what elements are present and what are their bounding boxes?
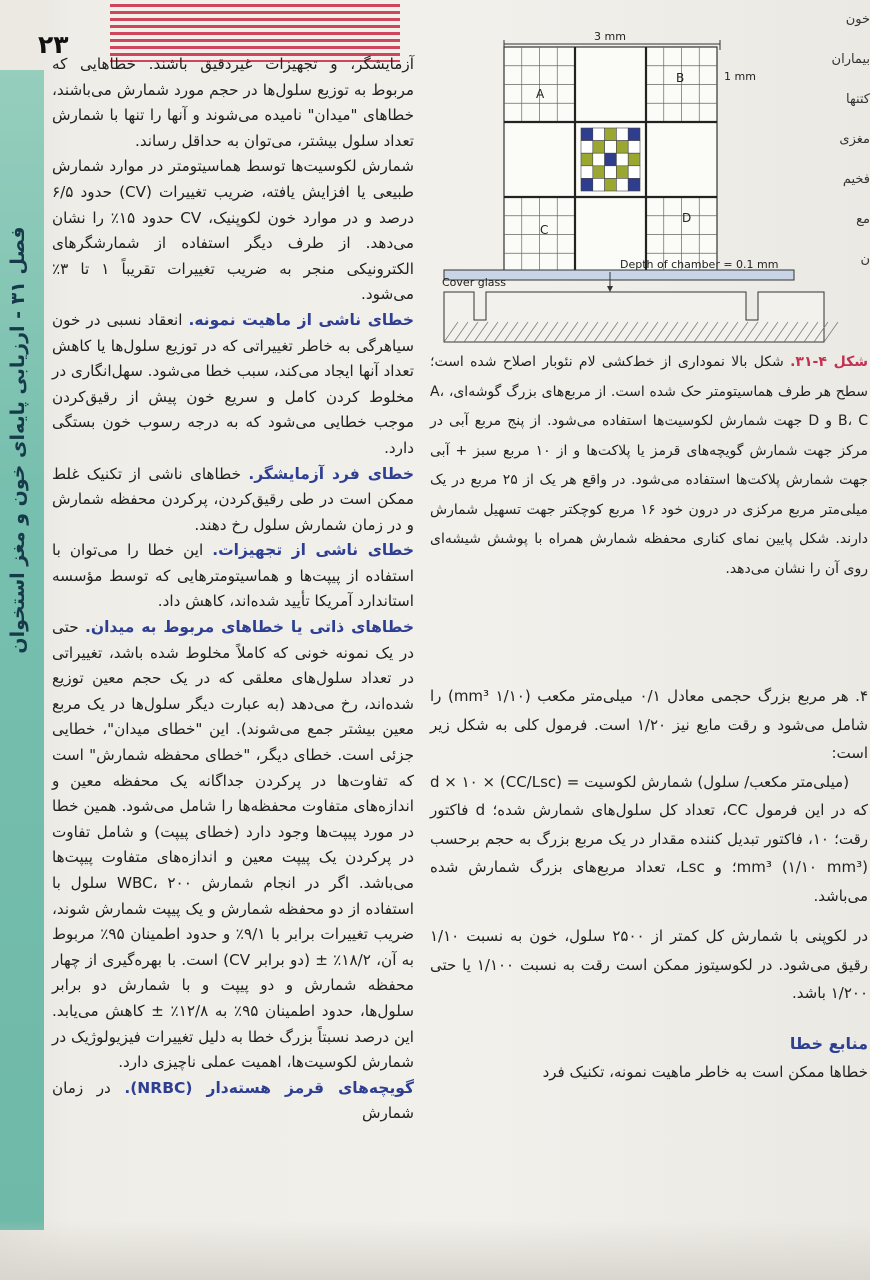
edge-word: مغزی <box>839 132 870 147</box>
center-cell <box>605 153 617 166</box>
center-cell <box>628 128 640 141</box>
next-page-edge <box>831 0 870 380</box>
leukocyte-formula: (میلی‌متر مکعب/ سلول) شمارش لکوسیت = (CC/Lsc) × d × ۱۰ <box>430 772 850 791</box>
paragraph: در لکوپنی با شمارش کل کمتر از ۲۵۰۰ سلول، خون به نسبت ۱/۱۰ رقیق می‌شود. در لکوسیتوز ممکن است رقت به نسبت ۱/۱۰۰ یا حتی ۱/۲۰۰ باشد. <box>430 927 868 1002</box>
center-cell <box>605 166 617 179</box>
center-cell <box>605 128 617 141</box>
label-depth: Depth of chamber = 0.1 mm <box>620 258 779 271</box>
center-cell <box>616 128 628 141</box>
label-cover-glass: Cover glass <box>442 276 506 289</box>
center-cell <box>593 128 605 141</box>
center-cell <box>628 166 640 179</box>
paragraph: ۴. هر مربع بزرگ حجمی معادل ۰/۱ میلی‌متر مکعب (۱/۱۰ mm³) را شامل می‌شود و رقت مایع نیز ۱/۲۰ است. فرمول کلی به شکل زیر است: <box>430 687 869 762</box>
paragraph: خطاها ممکن است به خاطر ماهیت نمونه، تکنیک فرد <box>542 1063 868 1081</box>
figure-caption <box>430 348 868 584</box>
edge-word: فخیم <box>842 172 870 187</box>
edge-word: کتنها <box>846 92 870 107</box>
right-text-column <box>430 682 868 1087</box>
hemocytometer-diagram <box>434 22 834 352</box>
center-cell <box>616 153 628 166</box>
label-b: B <box>676 71 685 85</box>
center-cell <box>616 141 628 154</box>
center-cell <box>581 166 593 179</box>
label-1mm: 1 mm <box>724 70 756 83</box>
center-cell <box>628 178 640 191</box>
center-cell <box>628 141 640 154</box>
label-d: D <box>682 211 692 225</box>
center-cell <box>605 178 617 191</box>
section-heading: خطای ناشی از ماهیت نمونه. <box>188 310 414 329</box>
section-heading: منابع خطا <box>789 1033 868 1053</box>
section-heading: گویچه‌های قرمز هسته‌دار (NRBC). <box>124 1078 414 1097</box>
center-cell <box>593 178 605 191</box>
label-a: A <box>536 87 545 101</box>
center-cell <box>581 153 593 166</box>
center-cell <box>593 153 605 166</box>
chapter-title: فصل ۳۱ - ارزیابی پایه‌ای خون و مغز استخوان <box>7 226 29 654</box>
paragraph: آزمایشگر، و تجهیزات غیردقیق باشند. خطاهایی که مربوط به توزیع سلول‌ها در حجم مورد شمارش می‌باشند، خطاهای "میدان" نامیده می‌شوند و آنها را تنها با شمارش تعداد سلول بیشتر، می‌توان به حداقل رساند. <box>52 55 414 150</box>
edge-word: خون <box>845 12 870 27</box>
center-cell <box>628 153 640 166</box>
section-heading: خطاهای ذاتی یا خطاهای مربوط به میدان. <box>84 618 414 637</box>
center-cell <box>593 166 605 179</box>
section-heading: خطای فرد آزمایشگر. <box>248 464 414 483</box>
page-number: ۲۳ <box>38 30 69 59</box>
label-c: C <box>540 223 549 237</box>
paragraph: شمارش لکوسیت‌ها توسط هماسیتومتر در موارد شمارش طبیعی یا افزایش یافته، ضریب تغییرات (CV) حدود ۶/۵ درصد و در موارد خون لکوپنیک، CV حدود ۱۵٪ را نشان می‌دهد. از طرف دیگر استفاده از شمارشگرهای الکترونیکی منجر به ضریب تغییرات تقریباً ۱ تا ۳٪ می‌شود. <box>52 157 414 304</box>
hemocytometer-figure <box>434 22 834 352</box>
paragraph: که در این فرمول CC، تعداد کل سلول‌های شمارش شده؛ d فاکتور رقت؛ ۱۰، فاکتور تبدیل کننده مقدار در یک مربع بزرگ به حجم برحسب mm³ (۱/۱۰ mm³)؛ و Lsc، تعداد مربع‌های بزرگ شمارش شده می‌باشد. <box>430 801 868 905</box>
center-cell <box>616 166 628 179</box>
center-cell <box>581 128 593 141</box>
edge-word: مع <box>856 212 870 227</box>
section-heading: خطای ناشی از تجهیزات. <box>212 541 414 560</box>
center-cell <box>616 178 628 191</box>
figure-label: شکل ۴-۳۱. <box>790 354 868 370</box>
label-3mm: 3 mm <box>594 30 626 43</box>
center-cell <box>581 141 593 154</box>
left-text-column: آزمایشگر، و تجهیزات غیردقیق باشند. خطاهایی که مربوط به توزیع سلول‌ها در حجم مورد شمارش می‌باشند، خطاهای "میدان" نامیده می‌شوند و آنها را تنها با شمارش تعداد سلول بیشتر، می‌توان به حداقل رساند. شمارش لکوسیت‌ها توسط هماسیتومتر در موارد شمارش طبیعی یا افزایش یافته، ضریب تغییرات (CV) حدود ۶/۵ درصد و در موارد خون لکوپنیک، CV حدود ۱۵٪ را نشان می‌دهد. از طرف دیگر استفاده از شمارشگرهای الکترونیکی منجر به ضریب تغییرات تقریباً ۱ تا ۳٪ می‌شود. خطای ناشی از ماهیت نمونه. انعقاد نسبی در خون سیاهرگی به خاطر تغییراتی که در توزیع سلول‌ها یا کاهش تعداد آنها ایجاد می‌کند، سبب خطا می‌شود. سهل‌انگاری در مخلوط کردن کامل و سریع خون پیش از رقیق‌کردن موجب خطایی می‌شود که به درجه رسوب خون بستگی دارد. خطای فرد آزمایشگر. خطاهای ناشی از تکنیک غلط ممکن است در طی رقیق‌کردن، پرکردن محفظه شمارش و در زمان شمارش سلول رخ دهند. خطای ناشی از تجهیزات. این خطا را می‌توان با استفاده از پیپت‌ها و هماسیتومترهایی که توسط مؤسسه استاندارد آمریکا تأیید شده‌اند، کاهش داد. خطاهای ذاتی یا خطاهای مربوط به میدان. حتی در یک نمونه خونی که کاملاً مخلوط شده باشد، تغییراتی در تعداد سلول‌های معلقی که در یک حجم معین توزیع شده‌اند، رخ می‌دهد (به عبارت دیگر سلول‌ها در یک مربع معین بیشتر جمع می‌شوند). این "خطای میدان"، خطایی جزئی است. خطای دیگر، "خطای محفظه شمارش" است که تفاوت‌ها در پرکردن جداگانه یک محفظه معین و اندازه‌های متفاوت محفظه‌ها را شامل می‌شود. همین خطا در مورد پیپت‌ها وجود دارد (خطای پیپت) و شامل تفاوت در پرکردن یک پیپت معین و اندازه‌های متفاوت پیپت‌ها می‌باشد. اگر در انجام شمارش WBC، ۲۰۰ سلول با استفاده از دو محفظه شمارش و یک پیپت شمارش شوند، ضریب تغییرات برابر با ۹/۱٪ و حدود اطمینان ۹۵٪ مربوط به آن، ۱۸/۲٪ ± (دو برابر CV) است. با بهره‌گیری از چهار محفظه شمارش و دو پیپت و با شمارش دو برابر سلول‌ها، حدود اطمینان ۹۵٪ به ۱۲/۸٪ ± کاهش می‌یابد. این درصد نسبتاً بزرگ خطا به دلیل تغییرات فیزیولوژیک در شمارش لکوسیت‌ها، اهمیت عملی ناچیزی دارد. گویچه‌های قرمز هسته‌دار (NRBC). در زمان شمارش <box>52 52 414 1127</box>
center-cell <box>581 178 593 191</box>
page-bottom-shadow <box>0 1220 870 1280</box>
center-cell <box>605 141 617 154</box>
center-cell <box>593 141 605 154</box>
caption-text: شکل بالا نموداری از خط‌کشی لام نئوبار اصلاح شده است؛ سطح هر طرف هماسیتومتر حک شده است. از مربع‌های بزرگ گوشه‌ای، A، B، C و D جهت شمارش لکوسیت‌ها استفاده می‌شود. از پنج مربع آبی در مرکز جهت شمارش گویچه‌های قرمز یا پلاکت‌ها و از ۱۰ مربع سبز + آبی جهت شمارش پلاکت‌ها استفاده می‌شود. در واقع هر یک از ۲۵ مربع در یک میلی‌متر مربع مرکزی در درون خود ۱۶ مربع کوچکتر جهت تسهیل شمارش دارند. شکل پایین نمای کناری محفظه شمارش همراه با پوشش شیشه‌ای روی آن را نشان می‌دهد. <box>430 354 868 577</box>
edge-word: ن <box>860 252 870 267</box>
edge-word: بیماران <box>831 52 870 67</box>
